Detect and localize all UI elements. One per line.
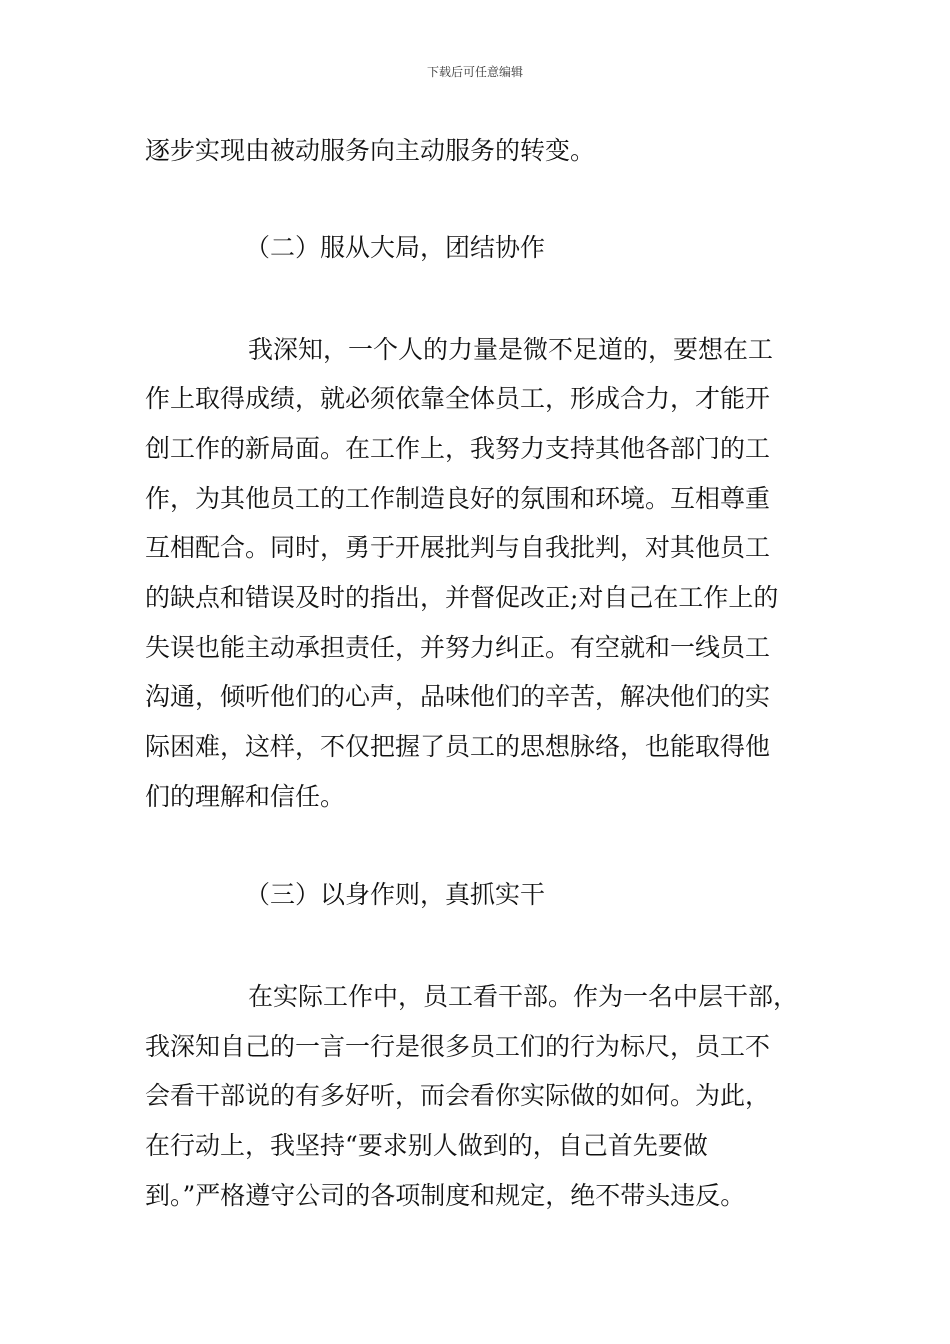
text-line: 们的理解和信任。 xyxy=(145,782,346,811)
text-line: 作，为其他员工的工作制造良好的氛围和环境。互相尊重 xyxy=(145,484,771,513)
text-line: 沟通，倾听他们的心声，品味他们的辛苦，解决他们的实 xyxy=(145,682,771,711)
text-line: 作上取得成绩，就必须依靠全体员工，形成合力，才能开 xyxy=(145,384,771,413)
section-heading: （三）以身作则，真抓实干 xyxy=(245,880,546,909)
text-line: 在实际工作中，员工看干部。作为一名中层干部， xyxy=(248,982,799,1011)
text-line: 我深知，一个人的力量是微不足道的，要想在工 xyxy=(248,335,774,364)
text-line: 际困难，这样，不仅把握了员工的思想脉络，也能取得他 xyxy=(145,732,771,761)
page-header: 下载后可任意编辑 xyxy=(426,65,523,79)
text-line: 在行动上，我坚持“要求别人做到的，自己首先要做 xyxy=(145,1131,708,1160)
text-line: 的缺点和错误及时的指出，并督促改正;对自己在工作上的 xyxy=(145,583,779,612)
text-line: 失误也能主动承担责任，并努力纠正。有空就和一线员工 xyxy=(145,633,771,662)
text-line: 我深知自己的一言一行是很多员工们的行为标尺，员工不 xyxy=(145,1032,771,1061)
text-line: 会看干部说的有多好听，而会看你实际做的如何。为此， xyxy=(145,1081,771,1110)
text-line: 互相配合。同时，勇于开展批判与自我批判，对其他员工 xyxy=(145,533,771,562)
text-line: 到。”严格遵守公司的各项制度和规定，绝不带头违反。 xyxy=(145,1181,746,1210)
section-heading: （二）服从大局，团结协作 xyxy=(245,233,546,262)
text-line: 创工作的新局面。在工作上，我努力支持其他各部门的工 xyxy=(145,434,771,463)
text-line: 逐步实现由被动服务向主动服务的转变。 xyxy=(145,136,596,165)
